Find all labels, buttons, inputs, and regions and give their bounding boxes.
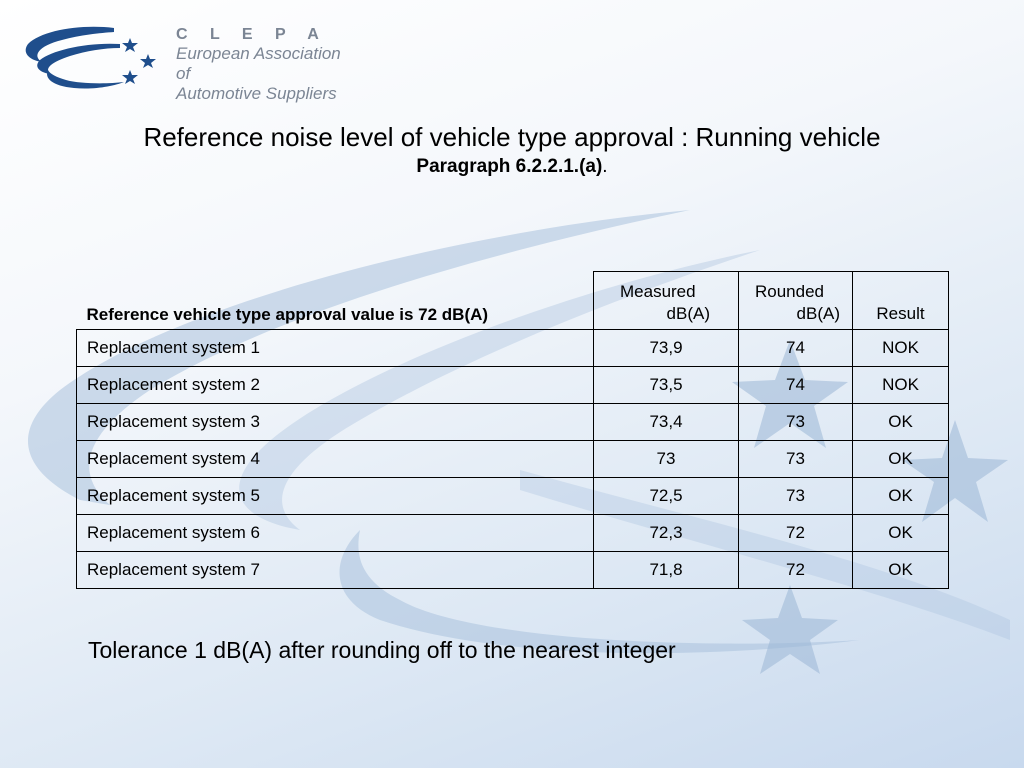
result-value: OK [853,441,949,478]
measured-value: 73,5 [594,367,739,404]
paragraph-reference: Paragraph 6.2.2.1.(a) [416,156,603,177]
results-table [76,271,949,589]
subtitle-period: . [602,156,608,177]
result-value: NOK [853,367,949,404]
rounded-value: 74 [739,330,853,367]
table-row [77,441,949,478]
system-name: Replacement system 1 [77,330,594,367]
result-value: OK [853,478,949,515]
table-row [77,515,949,552]
measured-value: 71,8 [594,552,739,589]
system-name: Replacement system 5 [77,478,594,515]
header-measured-line-1: Measured [620,282,696,301]
rounded-value: 73 [739,478,853,515]
measured-value: 73 [594,441,739,478]
tolerance-note: Tolerance 1 dB(A) after rounding off to the nearest integer [88,637,676,663]
rounded-value: 73 [739,404,853,441]
table-row [77,367,949,404]
table-header-row [77,272,949,330]
system-name: Replacement system 3 [77,404,594,441]
logo-line-1: European Association of [176,44,341,83]
header-rounded-line-1: Rounded [755,282,825,301]
logo-name: C L E P A [176,26,328,43]
slide-title: Reference noise level of vehicle type approval : Running vehicle [143,122,881,152]
table-row [77,478,949,515]
clepa-logo [22,22,352,103]
result-value: OK [853,552,949,589]
clepa-logo-icon [22,22,162,94]
measured-value: 73,4 [594,404,739,441]
result-value: NOK [853,330,949,367]
table-row [77,552,949,589]
system-name: Replacement system 2 [77,367,594,404]
rounded-value: 72 [739,552,853,589]
logo-line-2: Automotive Suppliers [176,84,337,103]
result-value: OK [853,515,949,552]
measured-value: 72,5 [594,478,739,515]
rounded-value: 73 [739,441,853,478]
system-name: Replacement system 6 [77,515,594,552]
header-rounded-line-2: dB(A) [796,304,840,323]
table-row [77,330,949,367]
rounded-value: 72 [739,515,853,552]
system-name: Replacement system 4 [77,441,594,478]
table-row [77,404,949,441]
header-rounded [739,272,853,330]
measured-value: 72,3 [594,515,739,552]
header-result: Result [853,272,949,330]
rounded-value: 74 [739,367,853,404]
header-measured-line-2: dB(A) [666,304,710,323]
reference-value-label: Reference vehicle type approval value is 72 dB(A) [86,305,489,324]
slide-subtitle [0,155,1024,179]
logo-text [176,26,352,104]
header-measured [594,272,739,330]
system-name: Replacement system 7 [77,552,594,589]
result-value: OK [853,404,949,441]
measured-value: 73,9 [594,330,739,367]
